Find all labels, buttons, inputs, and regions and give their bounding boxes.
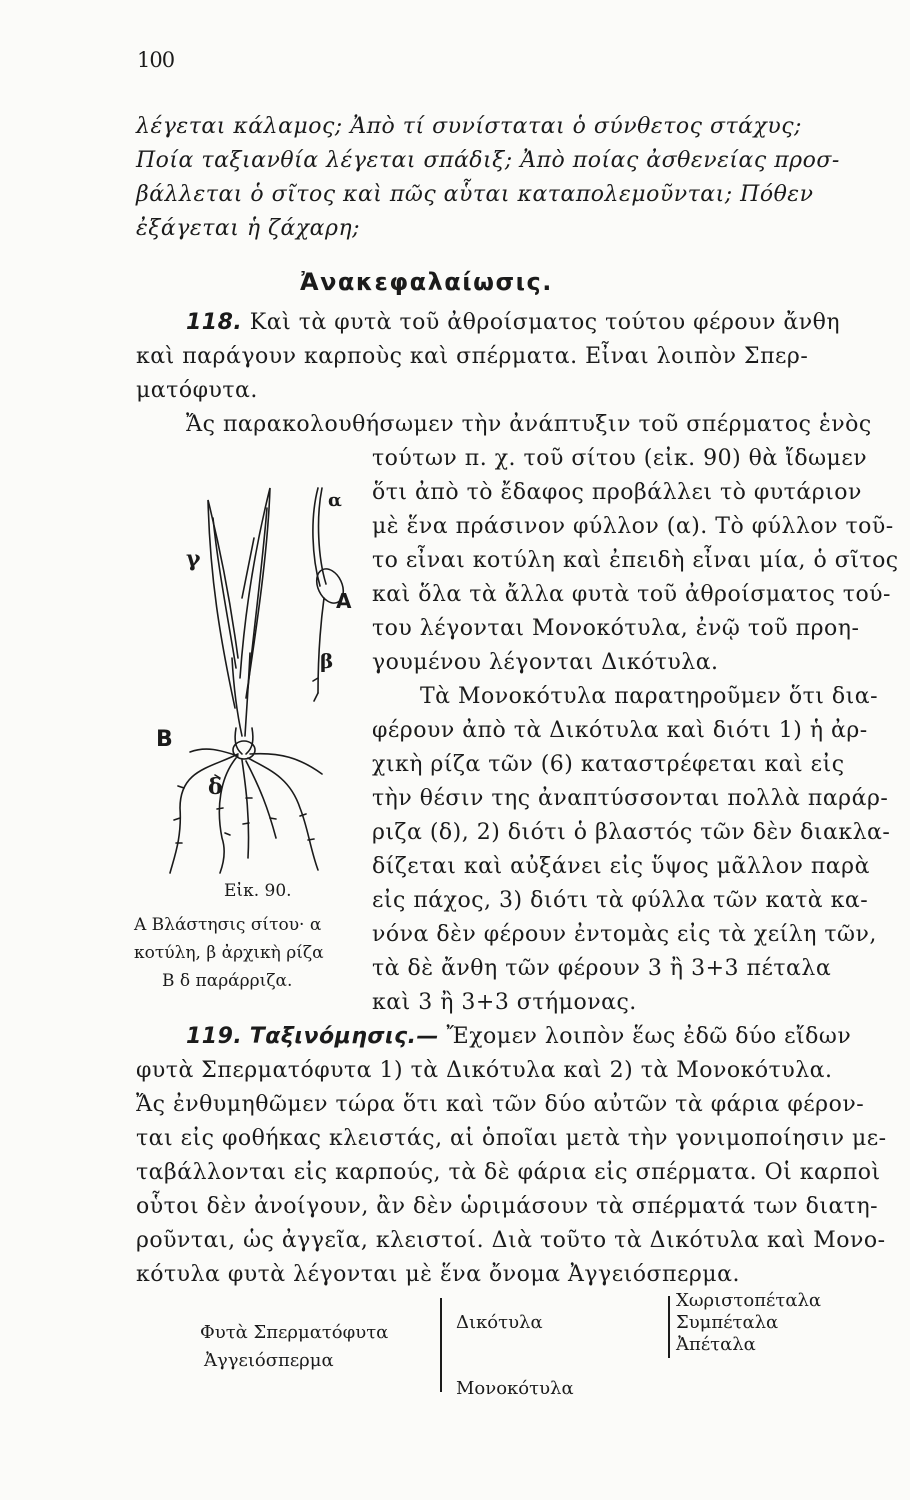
paragraph-119-line: Ἄς ἐνθυμηθῶμεν τώρα ὅτι καὶ τῶν δύο αὐτῶν τὰ φάρια φέρον- xyxy=(136,1092,865,1117)
paragraph-119-line: οὗτοι δὲν ἀνοίγουν, ἂν δὲν ὡριμάσουν τὰ σπέρματά των διατη- xyxy=(136,1194,879,1219)
wrapped-text-line: δίζεται καὶ αὐξάνει εἰς ὕψος μᾶλλον παρὰ xyxy=(372,854,870,879)
question-line: βάλλεται ὁ σῖτος καὶ πῶς αὗται καταπολεμοῦνται; Πόθεν xyxy=(136,182,814,207)
brace-divider xyxy=(440,1298,442,1392)
wrapped-text-line: τὰ δὲ ἄνθη τῶν φέρουν 3 ἢ 3+3 πέταλα xyxy=(372,956,832,981)
classification-dicotyledons: Δικότυλα xyxy=(456,1312,543,1333)
wrapped-text-line: εἰς πάχος, 3) διότι τὰ φύλλα τῶν κατὰ κα- xyxy=(372,888,869,913)
figure-caption-title: Εἰκ. 90. xyxy=(224,881,292,901)
paragraph-119-line1: 119. Ταξινόμησις.— Ἔχομεν λοιπὸν ἕως ἐδῶ δύο εἴδων xyxy=(186,1024,852,1049)
classification-left-line2: Ἀγγειόσπερμα xyxy=(204,1350,334,1371)
page-number: 100 xyxy=(137,48,175,72)
figure-label-A: A xyxy=(336,589,352,613)
wrapped-text-line: ριζα (δ), 2) διότι ὁ βλαστός τῶν δὲν διακλα- xyxy=(372,820,891,845)
figure-label-beta: β xyxy=(320,649,334,673)
section-heading: Ἀνακεφαλαίωσις. xyxy=(300,268,553,296)
figure-caption-line: Β δ παράρριζα. xyxy=(162,971,293,991)
wrapped-text-line: ὅτι ἀπὸ τὸ ἔδαφος προβάλλει τὸ φυτάριον xyxy=(372,480,862,505)
classification-left-line1: Φυτὰ Σπερματόφυτα xyxy=(200,1322,389,1343)
figure-label-B: B xyxy=(156,727,173,752)
classification-sympetalae: Συμπέταλα xyxy=(676,1312,779,1333)
wrapped-text-line: γουμένου λέγονται Δικότυλα. xyxy=(372,650,719,675)
paragraph-title: Ταξινόμησις.— xyxy=(249,1024,440,1049)
figure-caption-line: κοτύλη, β ἀρχικὴ ρίζα xyxy=(134,943,324,963)
wheat-seedling-illustration xyxy=(150,478,365,878)
wheat-seedling-figure xyxy=(150,478,365,878)
wrapped-text-line: Τὰ Μονοκότυλα παρατηροῦμεν ὅτι δια- xyxy=(420,684,879,709)
classification-monocotyledons: Μονοκότυλα xyxy=(456,1378,574,1399)
question-line: λέγεται κάλαμος; Ἀπὸ τί συνίσταται ὁ σύνθετος στάχυς; xyxy=(136,114,802,139)
figure-label-alpha: α xyxy=(328,490,342,511)
figure-caption-line: Α Βλάστησις σίτου· α xyxy=(134,915,322,935)
paragraph-119-line: ταβάλλονται εἰς καρπούς, τὰ δὲ φάρια εἰς σπέρματα. Οἱ καρποὶ xyxy=(136,1160,881,1185)
paragraph-119-line: ροῦνται, ὡς ἀγγεῖα, κλειστοί. Διὰ τοῦτο τὰ Δικότυλα καὶ Μονο- xyxy=(136,1228,886,1253)
wrapped-text-line: το εἶναι κοτύλη καὶ ἐπειδὴ εἶναι μία, ὁ σῖτος xyxy=(372,548,899,573)
wrapped-text-line: τούτων π. χ. τοῦ σίτου (εἰκ. 90) θὰ ἴδωμεν xyxy=(372,446,868,471)
wrapped-text-line: τὴν θέσιν της ἀναπτύσσονται πολλὰ παράρ- xyxy=(372,786,889,811)
paragraph-118-line4: Ἄς παρακολουθήσωμεν τὴν ἀνάπτυξιν τοῦ σπέρματος ἑνὸς xyxy=(186,412,872,437)
wrapped-text-line: φέρουν ἀπὸ τὰ Δικότυλα καὶ διότι 1) ἡ ἀρ- xyxy=(372,718,868,743)
classification-polypetalae: Χωριστοπέταλα xyxy=(676,1290,822,1311)
paragraph-number: 118. xyxy=(186,310,243,335)
wrapped-text-line: καὶ 3 ἢ 3+3 στήμονας. xyxy=(372,990,637,1015)
paragraph-118-line1: 118. Καὶ τὰ φυτὰ τοῦ ἀθροίσματος τούτου φέρουν ἄνθη xyxy=(186,310,841,335)
paragraph-118-line3: ματόφυτα. xyxy=(136,378,258,403)
wrapped-text-line: του λέγονται Μονοκότυλα, ἐνῷ τοῦ προη- xyxy=(372,616,860,641)
brace-divider xyxy=(668,1296,670,1358)
wrapped-text-line: καὶ ὅλα τὰ ἄλλα φυτὰ τοῦ ἀθροίσματος τού- xyxy=(372,582,891,607)
paragraph-119-line: ται εἰς φοθήκας κλειστάς, αἱ ὁποῖαι μετὰ τὴν γονιμοποίησιν με- xyxy=(136,1126,887,1151)
figure-label-gamma: γ xyxy=(186,546,201,572)
classification-apetalae: Ἀπέταλα xyxy=(676,1334,756,1355)
wrapped-text-line: νόνα δὲν φέρουν ἐντομὰς εἰς τὰ χείλη τῶν, xyxy=(372,922,877,947)
paragraph-118-line2: καὶ παράγουν καρποὺς καὶ σπέρματα. Εἶναι λοιπὸν Σπερ- xyxy=(136,344,809,369)
paragraph-119-line: φυτὰ Σπερματόφυτα 1) τὰ Δικότυλα καὶ 2) τὰ Μονοκότυλα. xyxy=(136,1058,833,1083)
wrapped-text-line: χικὴ ρίζα τῶν (6) καταστρέφεται καὶ εἰς xyxy=(372,752,845,777)
paragraph-number: 119. xyxy=(186,1024,243,1049)
wrapped-text-line: μὲ ἕνα πράσινον φύλλον (α). Τὸ φύλλον τοῦ- xyxy=(372,514,894,539)
question-line: ἐξάγεται ἡ ζάχαρη; xyxy=(136,216,361,241)
paragraph-119-line: κότυλα φυτὰ λέγονται μὲ ἕνα ὄνομα Ἀγγειόσπερμα. xyxy=(136,1262,740,1287)
figure-label-delta: δ xyxy=(208,774,223,800)
question-line: Ποία ταξιανθία λέγεται σπάδιξ; Ἀπὸ ποίας ἀσθενείας προσ- xyxy=(136,148,840,173)
